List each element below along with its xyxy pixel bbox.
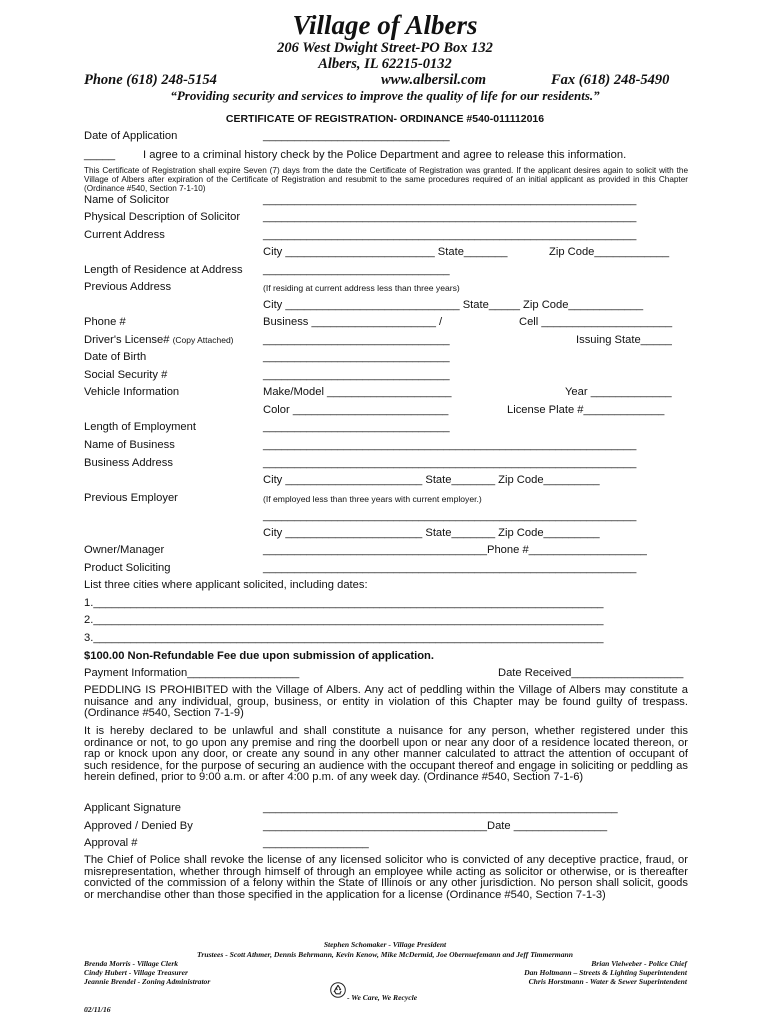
list-cities-label: List three cities where applicant solicited, including dates: xyxy=(84,579,368,591)
expire-notice: This Certificate of Registration shall expire Seven (7) days from the date the Certificate of Registration was granted. If the applicant desires again to solicit with the Village of Albers after expiration of the Certificate of Registration and resubmit to the same procedures required of an initial applicant as provided in this Chapter (Ordinance #540, Section 7-1-10) xyxy=(84,166,688,194)
date-received-field[interactable]: Date Received__________________ xyxy=(498,667,684,679)
applicant-signature-label: Applicant Signature xyxy=(84,802,182,814)
previous-employer-city-state-zip-field[interactable]: City ______________________ State_______ Zip Code_________ xyxy=(263,527,600,539)
footer-police-chief: Brian Vielweber - Police Chief xyxy=(591,959,687,968)
physical-description-label: Physical Description of Solicitor xyxy=(84,211,241,223)
approval-number-field[interactable]: _________________ xyxy=(263,837,369,849)
license-plate-field[interactable]: License Plate #_____________ xyxy=(507,404,665,416)
previous-employer-note: (If employed less than three years with current employer.) xyxy=(263,494,482,504)
social-security-field[interactable]: ______________________________ xyxy=(263,369,450,381)
name-of-business-field[interactable]: ____________________________________________________________ xyxy=(263,439,637,451)
product-soliciting-label: Product Soliciting xyxy=(84,562,171,574)
footer-treasurer: Cindy Hubert - Village Treasurer xyxy=(84,968,188,977)
make-model-field[interactable]: Make/Model ____________________ xyxy=(263,386,452,398)
current-address-field[interactable]: ____________________________________________________________ xyxy=(263,229,637,241)
footer-water: Chris Horstmann - Water & Sewer Superintendent xyxy=(528,977,687,986)
footer-recycle: - We Care, We Recycle xyxy=(347,993,418,1002)
social-security-label: Social Security # xyxy=(84,369,168,381)
certificate-title: CERTIFICATE OF REGISTRATION- ORDINANCE #540-011112016 xyxy=(225,113,545,125)
address-line-2: Albers, IL 62215-0132 xyxy=(318,56,452,72)
length-of-residence-field[interactable]: ______________________________ xyxy=(263,264,450,276)
agree-checkbox-blank[interactable]: _____ xyxy=(84,149,116,161)
length-of-employment-field[interactable]: ______________________________ xyxy=(263,421,450,433)
city-3-field[interactable]: 3.__________________________________________________________________________________ xyxy=(84,632,604,644)
business-address-field[interactable]: ____________________________________________________________ xyxy=(263,457,637,469)
footer-zoning: Jeannie Brendel - Zoning Administrator xyxy=(84,977,211,986)
approval-number-label: Approval # xyxy=(84,837,138,849)
revoke-text: The Chief of Police shall revoke the license of any licensed solicitor who is convicted of any deceptive practice, fraud, or misrepresentation, whether through himself of through an employee while acting as solicitor or otherwise, or is thereafter convicted of the commission of a felony within the State of Illinois or any other jurisdiction. No person shall solicit, goods or merchandise other than those specified in the application for a license (Ordinance #540, Section 7-1-3) xyxy=(84,854,688,901)
date-of-application-label: Date of Application xyxy=(84,130,178,142)
issuing-state-field[interactable]: Issuing State_____ xyxy=(576,334,672,346)
previous-employer-label: Previous Employer xyxy=(84,492,178,504)
vehicle-information-label: Vehicle Information xyxy=(84,386,180,398)
approved-denied-label: Approved / Denied By xyxy=(84,820,193,832)
drivers-license-label xyxy=(84,334,234,346)
owner-manager-field[interactable]: ____________________________________Phone #___________________ xyxy=(263,544,647,556)
payment-information-field[interactable]: Payment Information__________________ xyxy=(84,667,300,679)
name-of-solicitor-field[interactable]: ____________________________________________________________ xyxy=(263,194,637,206)
phone-label: Phone # xyxy=(84,316,126,328)
footer-streets: Dan Holtmann – Streets & Lighting Superintendent xyxy=(524,968,687,977)
phone-number: Phone (618) 248-5154 xyxy=(84,72,217,88)
previous-employer-field[interactable]: ____________________________________________________________ xyxy=(263,510,637,522)
recycle-icon xyxy=(330,982,346,998)
city-1-field[interactable]: 1.__________________________________________________________________________________ xyxy=(84,597,604,609)
current-city-state-field[interactable]: City ________________________ State_______ xyxy=(263,246,508,258)
current-address-label: Current Address xyxy=(84,229,165,241)
approved-denied-field[interactable]: ____________________________________Date _______________ xyxy=(263,820,608,832)
fee-notice: $100.00 Non-Refundable Fee due upon submission of application. xyxy=(84,650,434,662)
city-2-field[interactable]: 2.__________________________________________________________________________________ xyxy=(84,614,604,626)
length-of-employment-label: Length of Employment xyxy=(84,421,196,433)
website: www.albersil.com xyxy=(381,72,486,88)
name-of-business-label: Name of Business xyxy=(84,439,175,451)
name-of-solicitor-label: Name of Solicitor xyxy=(84,194,170,206)
business-city-state-zip-field[interactable]: City ______________________ State_______ Zip Code_________ xyxy=(263,474,600,486)
business-phone-field[interactable]: Business ____________________ / xyxy=(263,316,443,328)
drivers-license-field[interactable]: ______________________________ xyxy=(263,334,450,346)
nuisance-text: It is hereby declared to be unlawful and shall constitute a nuisance for any person, whether registered under this ordinance or not, to go upon any premise and ring the doorbell upon or near any door of a residence located thereon, or rap or knock upon any door, or create any sound in any other manner calculated to attract the attention of occupant of such residence, for the purpose of securing an audience with the occupant thereof and engage in soliciting or peddling as herein defined, prior to 9:00 a.m. or after 4:00 p.m. of any week day. (Ordinance #540, Section 7-1-6) xyxy=(84,725,688,784)
date-of-birth-label: Date of Birth xyxy=(84,351,147,363)
product-soliciting-field[interactable]: ____________________________________________________________ xyxy=(263,562,637,574)
copy-attached-note: (Copy Attached) xyxy=(172,335,234,345)
fax-number: Fax (618) 248-5490 xyxy=(551,72,670,88)
letterhead-title: Village of Albers xyxy=(292,10,478,40)
footer-clerk: Brenda Morris - Village Clerk xyxy=(84,959,179,968)
previous-address-note: (If residing at current address less than three years) xyxy=(263,283,460,293)
business-address-label: Business Address xyxy=(84,457,173,469)
drivers-license-text: Driver's License# xyxy=(84,334,170,346)
color-field[interactable]: Color _________________________ xyxy=(263,404,449,416)
motto: “Providing security and services to improve the quality of life for our residents.” xyxy=(170,88,600,103)
year-field[interactable]: Year _____________ xyxy=(565,386,672,398)
physical-description-field[interactable]: ____________________________________________________________ xyxy=(263,211,637,223)
applicant-signature-field[interactable]: _________________________________________________________ xyxy=(263,802,618,814)
cell-phone-field[interactable]: Cell _____________________ xyxy=(519,316,673,328)
date-of-birth-field[interactable]: ______________________________ xyxy=(263,351,450,363)
date-of-application-field[interactable]: ______________________________ xyxy=(263,130,450,142)
footer-trustees: Trustees - Scott Athmer, Dennis Behrmann, Kevin Kenow, Mike McDermid, Joe Obernuefemann and Jeff Timmermann xyxy=(197,950,573,959)
footer-president: Stephen Schomaker - Village President xyxy=(323,940,447,949)
length-of-residence-label: Length of Residence at Address xyxy=(84,264,243,276)
owner-manager-label: Owner/Manager xyxy=(84,544,165,556)
address-line-1: 206 West Dwight Street-PO Box 132 xyxy=(277,40,493,56)
previous-city-state-zip-field[interactable]: City ____________________________ State_____ Zip Code____________ xyxy=(263,299,644,311)
footer-date-code: 02/11/16 xyxy=(84,1005,111,1014)
current-zip-field[interactable]: Zip Code____________ xyxy=(549,246,670,258)
agree-text: I agree to a criminal history check by the Police Department and agree to release this information. xyxy=(143,149,627,161)
peddling-prohibited-text: PEDDLING IS PROHIBITED with the Village of Albers. Any act of peddling within the Village of Albers may constitute a nuisance and any individual, group, business, or entity in violation of this Chapter may be found guilty of trespass. (Ordinance #540, Section 7-1-9) xyxy=(84,684,688,720)
previous-address-label: Previous Address xyxy=(84,281,172,293)
